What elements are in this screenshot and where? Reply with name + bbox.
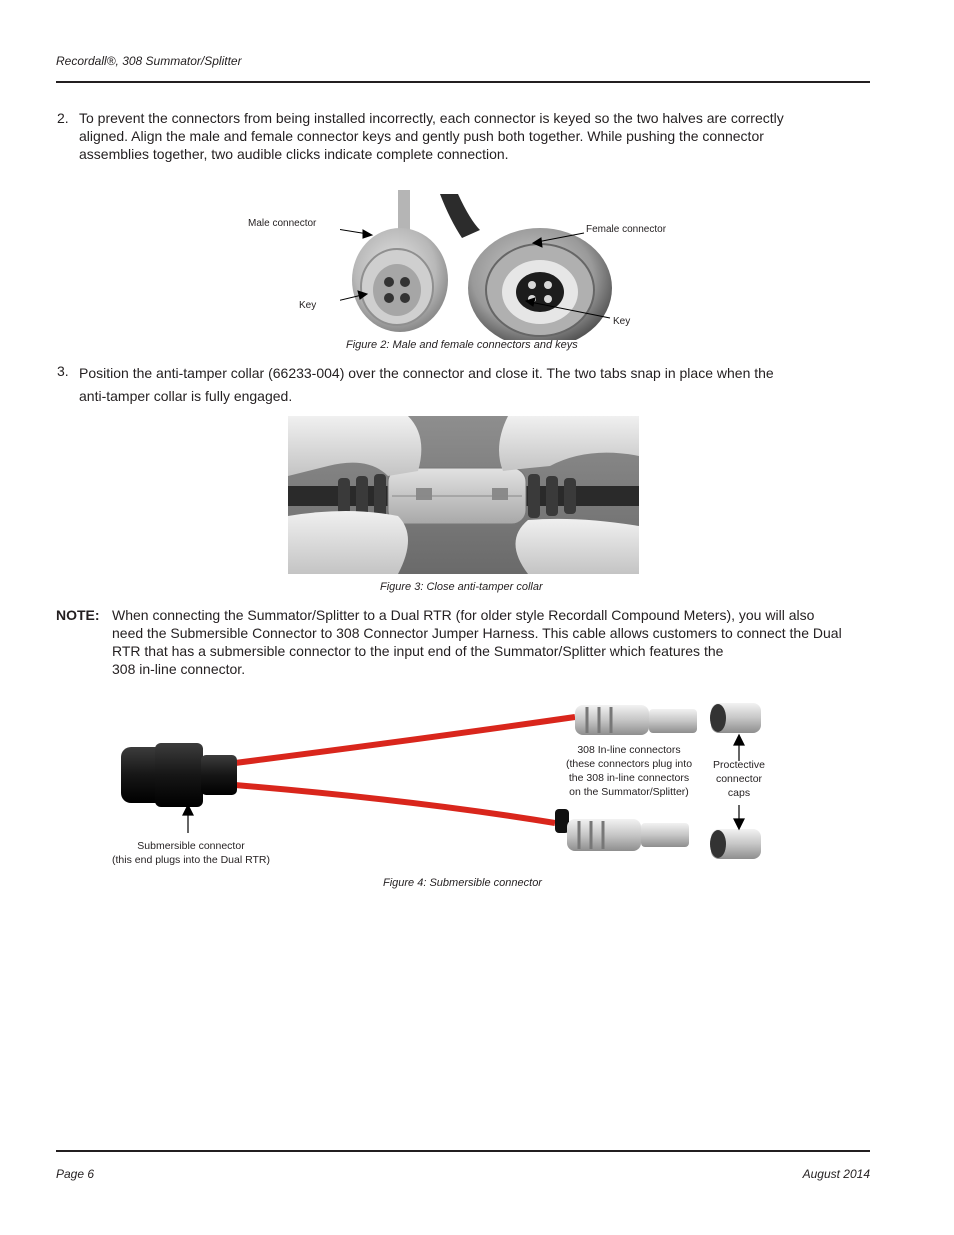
figure-2-connectors-image — [340, 190, 630, 340]
footer-rule — [56, 1150, 870, 1152]
step-2-line: To prevent the connectors from being installed incorrectly, each connector is keyed so the two halves are correctly — [79, 110, 784, 126]
note-text — [112, 606, 842, 678]
step-3-text — [79, 362, 774, 408]
step-3-line: anti-tamper collar is fully engaged. — [79, 388, 293, 404]
submersible-connector-label — [96, 839, 286, 867]
note-label: NOTE: — [56, 607, 100, 623]
inline-label-line: on the Summator/Splitter) — [569, 786, 689, 798]
figure-3-collar-photo — [288, 416, 639, 574]
step-2-line: aligned. Align the male and female connector keys and gently push both together. While pushing the connector — [79, 128, 764, 144]
note-line: When connecting the Summator/Splitter to a Dual RTR (for older style Recordall Compound Meters), you will also — [112, 607, 815, 623]
submersible-label-line: (this end plugs into the Dual RTR) — [112, 854, 270, 866]
caps-label-line: caps — [727, 787, 751, 799]
step-3-number: 3. — [57, 363, 69, 379]
caps-label-line: Proctective — [713, 759, 765, 771]
note-line: 308 in-line connector. — [112, 661, 246, 677]
figure-3-caption: Figure 3: Close anti-tamper collar — [380, 581, 543, 593]
step-2-number: 2. — [57, 110, 69, 126]
step-2-text — [79, 109, 784, 163]
page-number: Page 6 — [56, 1167, 95, 1181]
female-connector-label: Female connector — [586, 224, 667, 235]
step-2-line: assemblies together, two audible clicks indicate complete connection. — [79, 146, 509, 162]
inline-label-line: (these connectors plug into — [565, 758, 693, 770]
caps-label-line: connector — [715, 773, 763, 785]
step-3-line: Position the anti-tamper collar (66233-004) over the connector and close it. The two tabs snap in place when the — [79, 365, 774, 381]
note-line: RTR that has a submersible connector to the input end of the Summator/Splitter which features the — [112, 643, 724, 659]
header-rule — [56, 81, 870, 83]
inline-label-line: 308 In-line connectors — [577, 744, 681, 756]
figure-2-caption: Figure 2: Male and female connectors and keys — [346, 339, 578, 351]
inline-connectors-label — [553, 743, 705, 799]
running-header: Recordall®, 308 Summator/Splitter — [56, 54, 242, 68]
note-line: need the Submersible Connector to 308 Connector Jumper Harness. This cable allows customers to connect the Dual — [112, 625, 842, 641]
inline-label-line: the 308 in-line connectors — [568, 772, 690, 784]
male-connector-label: Male connector — [248, 218, 317, 229]
male-key-label: Key — [299, 300, 317, 311]
female-key-label: Key — [613, 316, 631, 327]
figure-4-caption: Figure 4: Submersible connector — [383, 877, 542, 889]
footer-date: August 2014 — [802, 1167, 870, 1181]
submersible-label-line: Submersible connector — [137, 840, 245, 852]
protective-caps-label — [700, 758, 778, 800]
